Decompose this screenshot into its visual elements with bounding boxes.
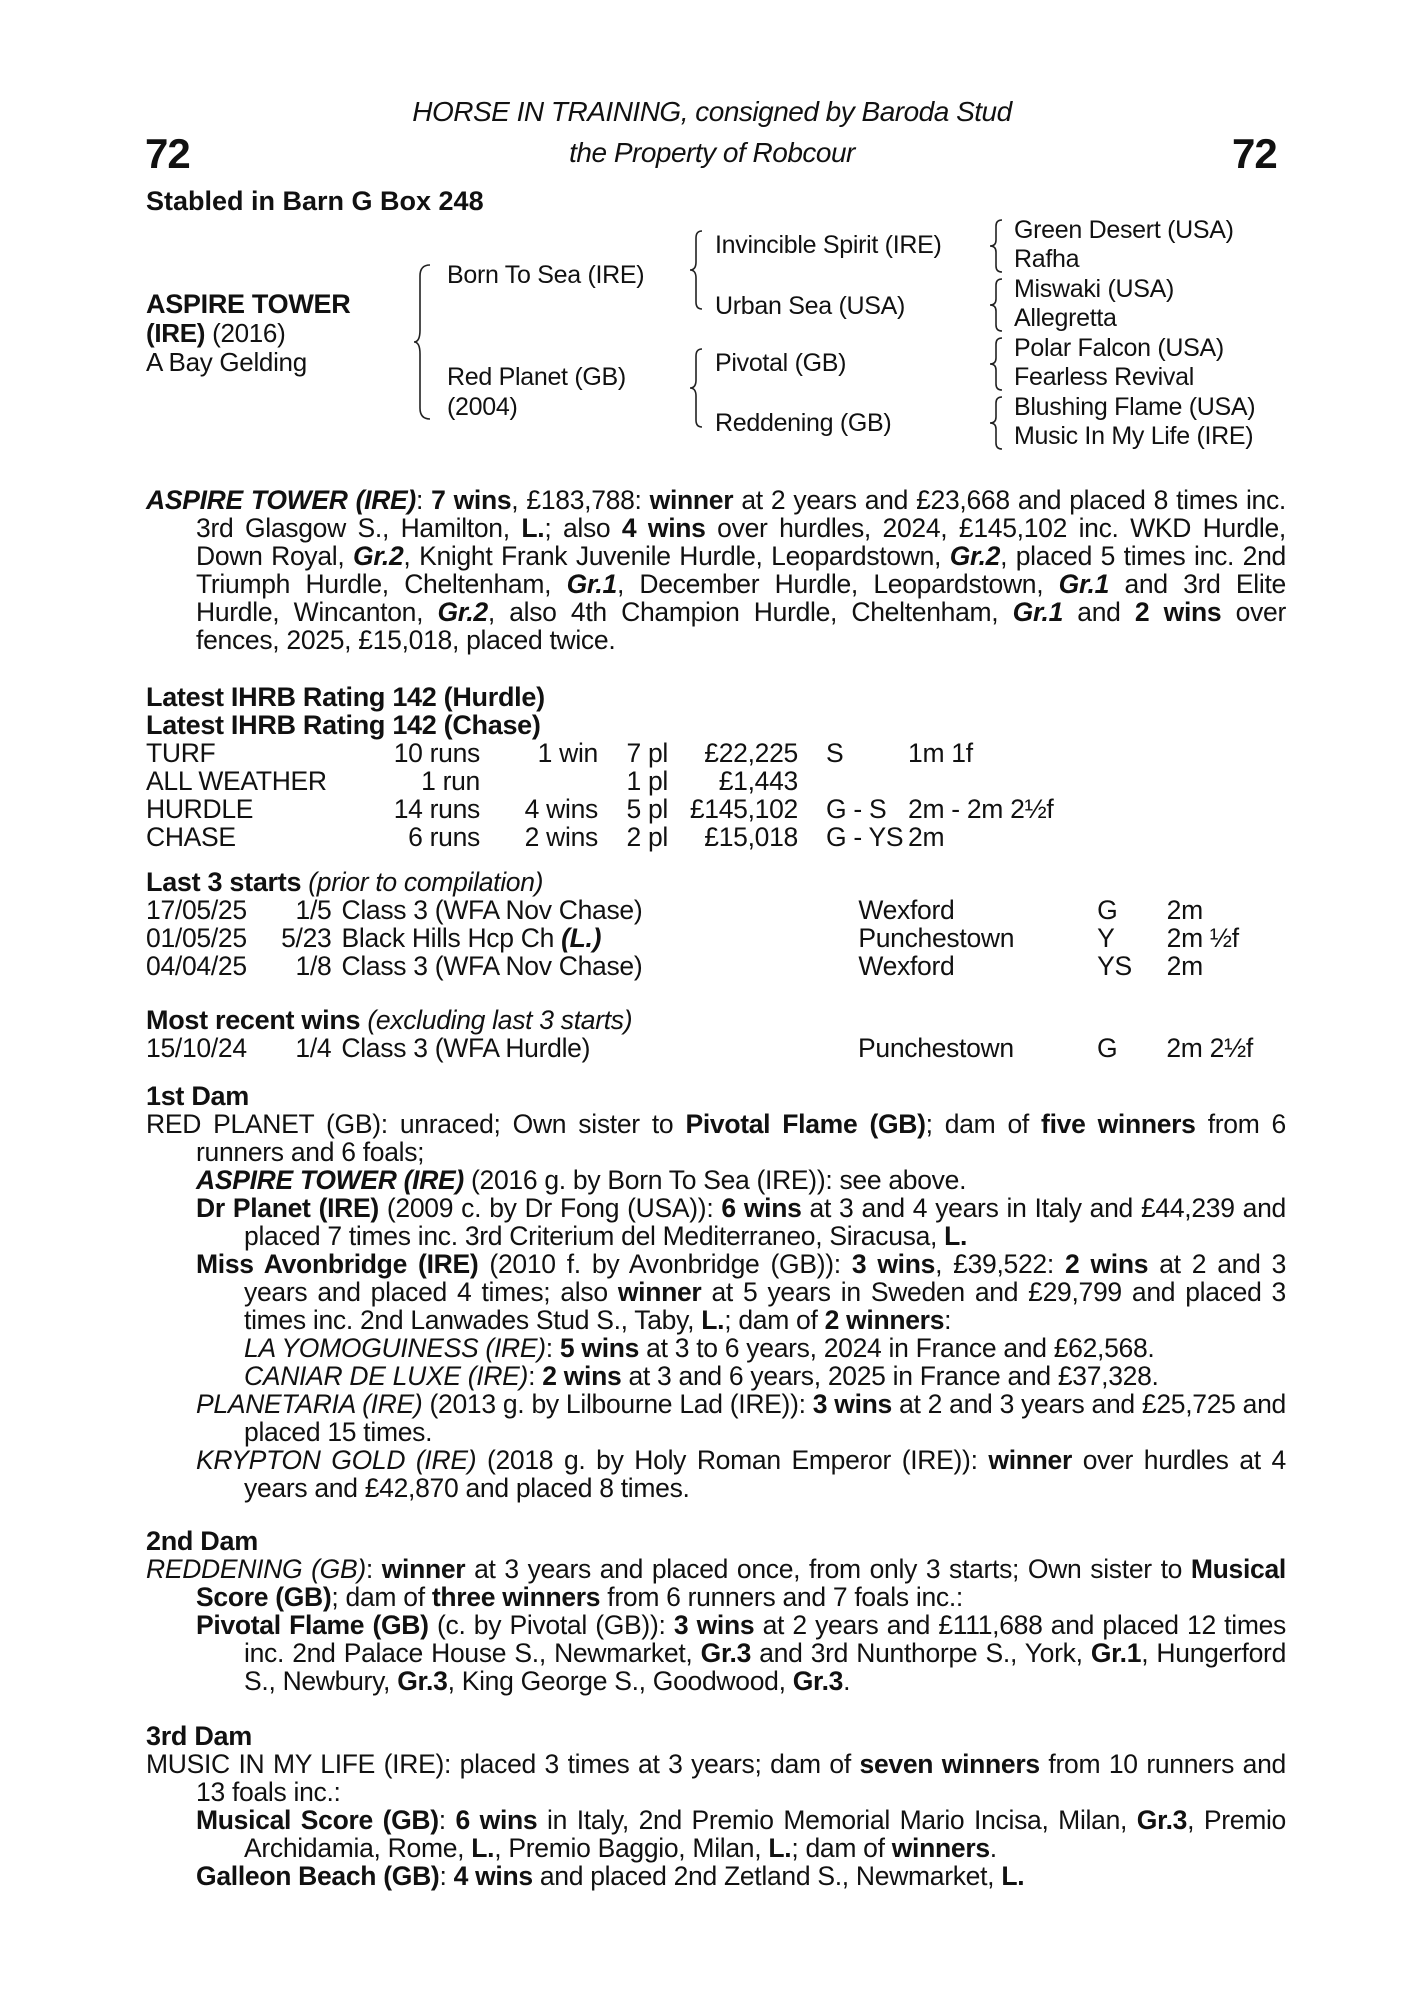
prize-money: £15,018	[704, 822, 798, 852]
text-run: Gr.1	[1012, 597, 1064, 627]
last-starts-table	[146, 896, 1286, 980]
wins: 4 wins	[524, 794, 598, 824]
text-run: :	[365, 1554, 382, 1584]
going: S	[826, 738, 844, 768]
text-run: L.	[944, 1221, 968, 1251]
finishing-position: 1/4	[295, 1033, 332, 1063]
form-summary-table	[146, 739, 1108, 851]
text-run: from 6 runners and 6 foals;	[196, 1109, 1286, 1167]
produce-galleon-beach	[196, 1862, 1286, 1890]
text-run: Musical Score (GB)	[196, 1554, 1286, 1612]
text-run: winner	[988, 1445, 1072, 1475]
runs: 10 runs	[393, 738, 480, 768]
second-dam-intro	[146, 1555, 1286, 1611]
text-run: five winners	[1041, 1109, 1196, 1139]
text-run: Gr.2	[437, 597, 488, 627]
pedigree-brace-4	[988, 217, 1006, 275]
surface-type: HURDLE	[146, 794, 254, 824]
text-run: winners	[891, 1833, 990, 1863]
going: G - YS	[826, 822, 904, 852]
text-run: (2013 g. by Lilbourne Lad (IRE)):	[422, 1389, 813, 1419]
placed: 2 pl	[626, 822, 668, 852]
produce-planetaria	[196, 1390, 1286, 1446]
text-run: ; also	[544, 513, 622, 543]
text-run: :	[439, 1861, 454, 1891]
text-run: 3 wins	[673, 1610, 755, 1640]
pedigree-gen2-1: Invincible Spirit (IRE)	[715, 231, 942, 259]
race-grade: (L.)	[561, 923, 602, 953]
text-run: at 3 years and placed once, from only 3 starts; Own sister to	[465, 1554, 1191, 1584]
text-run: , Knight Frank Juvenile Hurdle, Leopardstown,	[403, 541, 950, 571]
race-row	[146, 924, 1286, 952]
text-run: Gr.1	[566, 569, 617, 599]
wins: 1 win	[537, 738, 598, 768]
racecourse: Wexford	[858, 895, 955, 925]
produce-pivotal-flame	[196, 1611, 1286, 1695]
text-run: Gr.2	[949, 541, 1001, 571]
recent-wins-table	[146, 1034, 1286, 1062]
text-run: and placed 2nd Zetland S., Newmarket,	[532, 1861, 1002, 1891]
text-run: RED PLANET (GB): unraced; Own sister to	[146, 1109, 686, 1139]
wins	[480, 767, 598, 795]
recent-wins-subtitle: (excluding last 3 starts)	[360, 1005, 633, 1035]
text-run: from 10 runners and 13 foals inc.:	[196, 1749, 1286, 1807]
pedigree-gen3-2: Rafha	[1014, 245, 1080, 273]
text-run: in Italy, 2nd Premio Memorial Mario Incisa, Milan,	[537, 1805, 1137, 1835]
pedigree-gen2-4: Reddening (GB)	[715, 409, 892, 437]
text-run: Gr.3	[397, 1666, 448, 1696]
racecourse: Punchestown	[858, 1033, 1014, 1063]
text-run: L.	[768, 1833, 792, 1863]
pedigree-gen3-5: Polar Falcon (USA)	[1014, 334, 1224, 362]
runs: 6 runs	[408, 822, 480, 852]
text-run: three winners	[431, 1582, 601, 1612]
produce-krypton-gold	[196, 1446, 1286, 1502]
text-run: (2018 g. by Holy Roman Emperor (IRE)):	[476, 1445, 989, 1475]
text-run: LA YOMOGUINESS (IRE)	[244, 1333, 546, 1363]
text-run: 3 wins	[851, 1249, 936, 1279]
text-run: Gr.3	[1136, 1805, 1188, 1835]
text-run: over hurdles at 4 years and £42,870 and placed 8 times.	[244, 1445, 1286, 1503]
surface-type: ALL WEATHER	[146, 766, 327, 796]
form-row	[146, 823, 1108, 851]
race-record	[146, 486, 1286, 654]
text-run: , £183,788:	[511, 485, 650, 515]
text-run: PLANETARIA (IRE)	[196, 1389, 423, 1419]
text-run: from 6 runners and 7 foals inc.:	[600, 1582, 963, 1612]
race-name: Class 3 (WFA Nov Chase)	[341, 951, 643, 981]
lot-number-right: 72	[1232, 130, 1277, 177]
text-run: , also 4th Champion Hurdle, Cheltenham,	[487, 597, 1013, 627]
pedigree-sire: Born To Sea (IRE)	[447, 261, 645, 289]
text-run: 4 wins	[453, 1861, 533, 1891]
pedigree-brace-6	[988, 335, 1006, 393]
placed: 5 pl	[626, 794, 668, 824]
pedigree-dam: Red Planet (GB)	[447, 363, 626, 391]
ratings-section	[146, 683, 1286, 851]
text-run: 2 wins	[1134, 597, 1222, 627]
text-run: over hurdles, 2024, £145,102 inc. WKD Hurdle, Down Royal,	[196, 513, 1286, 571]
text-run: , Premio Baggio, Milan,	[494, 1833, 769, 1863]
stabled-location: Stabled in Barn G Box 248	[146, 186, 484, 216]
text-run: Gr.2	[353, 541, 404, 571]
pedigree-brace-3	[688, 346, 706, 430]
pedigree-gen3-6: Fearless Revival	[1014, 363, 1194, 391]
pedigree-brace-2	[688, 228, 706, 312]
pedigree-brace-1	[412, 262, 436, 422]
text-run: CANIAR DE LUXE (IRE)	[244, 1361, 529, 1391]
distance: 2m ½f	[1166, 923, 1239, 953]
pedigree-brace-7	[988, 394, 1006, 452]
text-run: KRYPTON GOLD (IRE)	[196, 1445, 477, 1475]
produce-musical-score	[196, 1806, 1286, 1862]
pedigree-gen3-1: Green Desert (USA)	[1014, 216, 1234, 244]
prize-money: £145,102	[689, 794, 798, 824]
last-starts-title: Last 3 starts	[146, 867, 302, 897]
text-run: 4 wins	[621, 513, 706, 543]
rating-chase: Latest IHRB Rating 142 (Chase)	[146, 710, 541, 740]
form-row	[146, 795, 1108, 823]
text-run: L.	[471, 1833, 495, 1863]
lot-number-left: 72	[145, 130, 190, 177]
horse-name: ASPIRE TOWER	[146, 289, 351, 319]
pedigree-gen2-3: Pivotal (GB)	[715, 349, 847, 377]
produce-dr-planet	[196, 1194, 1286, 1250]
pedigree-gen3-8: Music In My Life (IRE)	[1014, 422, 1254, 450]
text-run: (c. by Pivotal (GB)):	[428, 1610, 674, 1640]
text-run: .	[989, 1833, 997, 1863]
pedigree-dam-year: (2004)	[447, 393, 518, 421]
text-run: ; dam of	[724, 1305, 825, 1335]
recent-wins-title: Most recent wins	[146, 1005, 361, 1035]
finishing-position: 1/5	[295, 895, 332, 925]
distance: 2m	[908, 822, 945, 852]
text-run: :	[944, 1305, 952, 1335]
text-run: :	[438, 1805, 456, 1835]
text-run: Gr.1	[1058, 569, 1110, 599]
prize-money: £22,225	[704, 738, 798, 768]
horse-year: (2016)	[205, 318, 286, 348]
text-run: :	[545, 1333, 560, 1363]
text-run: at 2 years and £23,668 and placed 8 times inc. 3rd Glasgow S., Hamilton,	[196, 485, 1286, 543]
text-run: ASPIRE TOWER (IRE)	[196, 1165, 464, 1195]
text-run: ; dam of	[331, 1582, 432, 1612]
text-run: and 3rd Elite Hurdle, Wincanton,	[196, 569, 1286, 627]
race-date: 01/05/25	[146, 923, 247, 953]
horse-name-suffix	[146, 318, 285, 349]
race-date: 15/10/24	[146, 1033, 247, 1063]
consignment-line: HORSE IN TRAINING, consigned by Baroda Stud	[412, 96, 1012, 127]
text-run: Musical Score (GB)	[196, 1805, 439, 1835]
race-row	[146, 952, 1286, 980]
going	[798, 767, 908, 795]
race-row	[146, 896, 1286, 924]
distance: 2m 2½f	[1166, 1033, 1253, 1063]
text-run: ; dam of	[791, 1833, 892, 1863]
third-dam-intro	[146, 1750, 1286, 1806]
text-run: Galleon Beach (GB)	[196, 1861, 440, 1891]
surface-type: TURF	[146, 738, 216, 768]
finishing-position: 1/8	[295, 951, 332, 981]
distance: 2m - 2m 2½f	[908, 794, 1054, 824]
text-run: , Hungerford S., Newbury,	[244, 1638, 1287, 1696]
placed: 7 pl	[626, 738, 668, 768]
pedigree-gen3-3: Miswaki (USA)	[1014, 275, 1174, 303]
text-run: at 5 years in Sweden and £29,799 and placed 3 times inc. 2nd Lanwades Stud S., Taby,	[244, 1277, 1286, 1335]
text-run: , King George S., Goodwood,	[447, 1666, 793, 1696]
text-run: (2010 f. by Avonbridge (GB)):	[478, 1249, 852, 1279]
going: YS	[1097, 951, 1132, 981]
going: Y	[1097, 923, 1115, 953]
text-run: , £39,522:	[935, 1249, 1065, 1279]
text-run: Gr.3	[792, 1666, 844, 1696]
text-run: MUSIC IN MY LIFE (IRE): placed 3 times at 3 years; dam of	[146, 1749, 860, 1779]
text-run: over fences, 2025, £15,018, placed twice.	[196, 597, 1286, 655]
wins: 2 wins	[524, 822, 598, 852]
text-run: Pivotal Flame (GB)	[196, 1610, 429, 1640]
text-run: winner	[617, 1277, 702, 1307]
race-title: Black Hills Hcp Ch	[341, 923, 562, 953]
text-run: , December Hurdle, Leopardstown,	[616, 569, 1059, 599]
last-starts-subtitle: (prior to compilation)	[301, 867, 544, 897]
text-run: (2009 c. by Dr Fong (USA)):	[378, 1193, 722, 1223]
text-run: 6 wins	[455, 1805, 538, 1835]
going: G	[1096, 1033, 1118, 1063]
text-run: L.	[521, 513, 545, 543]
text-run: ; dam of	[925, 1109, 1042, 1139]
form-row	[146, 767, 1108, 795]
text-run: REDDENING (GB)	[146, 1554, 366, 1584]
third-dam-title: 3rd Dam	[146, 1721, 252, 1751]
record-horse-name: ASPIRE TOWER (IRE)	[146, 485, 416, 515]
race-row	[146, 1034, 1286, 1062]
first-dam-title: 1st Dam	[146, 1081, 249, 1111]
runs: 1 run	[421, 766, 480, 796]
pedigree-gen3-7: Blushing Flame (USA)	[1014, 393, 1256, 421]
property-line: the Property of Robcour	[569, 137, 855, 168]
text-run: and	[1063, 597, 1135, 627]
text-run: at 2 and 3 years and £25,725 and placed 15 times.	[244, 1389, 1286, 1447]
text-run: 3 wins	[812, 1389, 892, 1419]
race-name: Class 3 (WFA Nov Chase)	[341, 895, 643, 925]
surface-type: CHASE	[146, 822, 236, 852]
text-run: Dr Planet (IRE)	[196, 1193, 379, 1223]
produce-aspire-tower	[196, 1166, 1286, 1194]
placed: 1 pl	[626, 766, 668, 796]
finishing-position: 5/23	[281, 923, 332, 953]
text-run: 7 wins	[431, 485, 512, 515]
going: G	[1097, 895, 1118, 925]
distance: 1m 1f	[908, 738, 973, 768]
rating-hurdle: Latest IHRB Rating 142 (Hurdle)	[146, 682, 545, 712]
text-run: 5 wins	[559, 1333, 640, 1363]
form-row	[146, 739, 1108, 767]
first-dam-intro	[146, 1110, 1286, 1166]
distance: 2m	[1166, 895, 1203, 925]
runs: 14 runs	[393, 794, 480, 824]
text-run: at 3 and 6 years, 2025 in France and £37,328.	[621, 1361, 1159, 1391]
distance	[908, 767, 1108, 795]
text-run: L.	[1001, 1861, 1025, 1891]
first-dam-section	[146, 1082, 1286, 1502]
text-run: .	[843, 1666, 851, 1696]
pedigree-gen2-2: Urban Sea (USA)	[715, 292, 906, 320]
text-run: and 3rd Nunthorpe S., York,	[751, 1638, 1091, 1668]
text-run: Gr.3	[700, 1638, 752, 1668]
second-dam-title: 2nd Dam	[146, 1526, 258, 1556]
text-run: at 3 and 4 years in Italy and £44,239 and placed 7 times inc. 3rd Criterium del Mediterraneo, Siracusa,	[244, 1193, 1286, 1251]
text-run: at 2 years and £111,688 and placed 12 times inc. 2nd Palace House S., Newmarket,	[244, 1610, 1286, 1668]
text-run: 2 wins	[542, 1361, 622, 1391]
pedigree-brace-5	[988, 276, 1006, 334]
produce-caniar-de-luxe	[244, 1362, 1286, 1390]
text-run: Gr.1	[1090, 1638, 1142, 1668]
recent-wins-section	[146, 1006, 1286, 1062]
race-date: 17/05/25	[146, 895, 247, 925]
text-run: 6 wins	[721, 1193, 802, 1223]
racecourse: Wexford	[858, 951, 955, 981]
text-run: :	[528, 1361, 543, 1391]
text-run: winner	[381, 1554, 466, 1584]
distance: 2m	[1166, 951, 1203, 981]
going: G - S	[826, 794, 887, 824]
text-run: , Premio Archidamia, Rome,	[244, 1805, 1286, 1863]
race-date: 04/04/25	[146, 951, 247, 981]
race-name	[331, 924, 858, 952]
text-run: L.	[701, 1305, 725, 1335]
text-run: 2 winners	[824, 1305, 945, 1335]
text-run: (2016 g. by Born To Sea (IRE)): see above.	[463, 1165, 967, 1195]
race-name: Class 3 (WFA Hurdle)	[341, 1033, 591, 1063]
text-run: winner	[649, 485, 734, 515]
prize-money: £1,443	[718, 766, 798, 796]
produce-la-yomoguiness	[244, 1334, 1286, 1362]
text-run: 2 wins	[1064, 1249, 1149, 1279]
racecourse: Punchestown	[858, 923, 1015, 953]
text-run: Pivotal Flame (GB)	[685, 1109, 926, 1139]
text-run: seven winners	[859, 1749, 1040, 1779]
pedigree-gen3-4: Allegretta	[1014, 304, 1117, 332]
text-run: Miss Avonbridge (IRE)	[196, 1249, 479, 1279]
text-run: , placed 5 times inc. 2nd Triumph Hurdle, Cheltenham,	[196, 541, 1286, 599]
third-dam-section	[146, 1722, 1286, 1890]
horse-country: (IRE)	[146, 318, 206, 348]
produce-miss-avonbridge	[196, 1250, 1286, 1334]
text-run: at 2 and 3 years and placed 4 times; also	[244, 1249, 1287, 1307]
second-dam-section	[146, 1527, 1286, 1695]
last-starts-section	[146, 868, 1286, 980]
text-run: at 3 to 6 years, 2024 in France and £62,568.	[639, 1333, 1155, 1363]
text-run: :	[415, 485, 432, 515]
horse-description: A Bay Gelding	[146, 347, 307, 377]
